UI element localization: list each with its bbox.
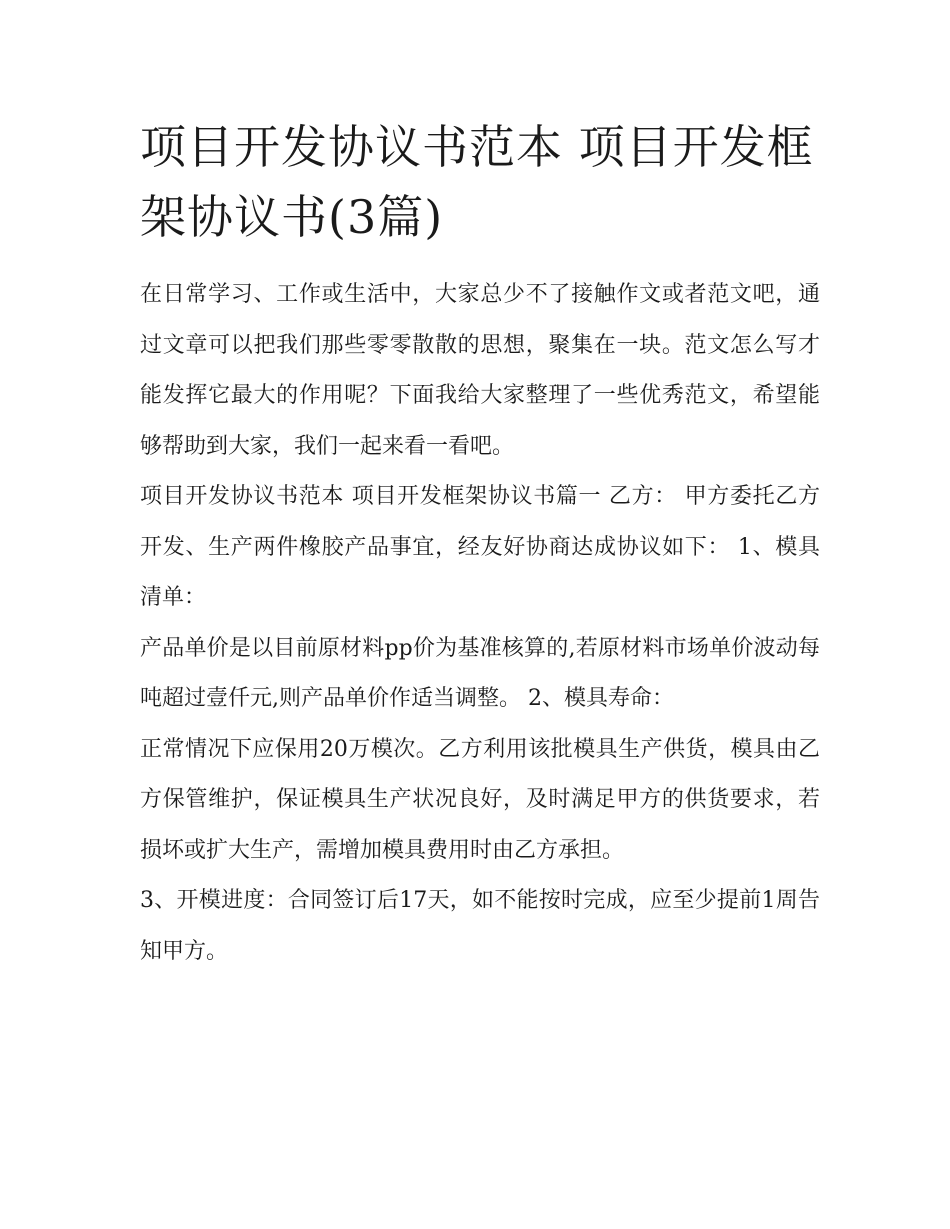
- paragraph-agreement-opening: 项目开发协议书范本 项目开发框架协议书篇一 乙方： 甲方委托乙方开发、生产两件橡胶产品事宜，经友好协商达成协议如下： 1、模具清单：: [140, 484, 820, 610]
- document-body: [140, 112, 820, 977]
- paragraph-unit-price: 产品单价是以目前原材料pp价为基准核算的,若原材料市场单价波动每吨超过壹仟元,则产品单价作适当调整。 2、模具寿命：: [140, 635, 820, 711]
- paragraph-intro: 在日常学习、工作或生活中，大家总少不了接触作文或者范文吧，通过文章可以把我们那些零零散散的思想，聚集在一块。范文怎么写才能发挥它最大的作用呢？下面我给大家整理了一些优秀范文，希望能够帮助到大家，我们一起来看一看吧。: [140, 282, 820, 459]
- paragraph-mold-life: 正常情况下应保用20万模次。乙方利用该批模具生产供货，模具由乙方保管维护，保证模具生产状况良好，及时满足甲方的供货要求，若损坏或扩大生产，需增加模具费用时由乙方承担。: [140, 736, 820, 863]
- paragraph-mold-schedule: 3、开模进度：合同签订后17天，如不能按时完成，应至少提前1周告知甲方。: [140, 888, 820, 964]
- document-title: 项目开发协议书范本 项目开发框架协议书(3篇): [140, 120, 814, 244]
